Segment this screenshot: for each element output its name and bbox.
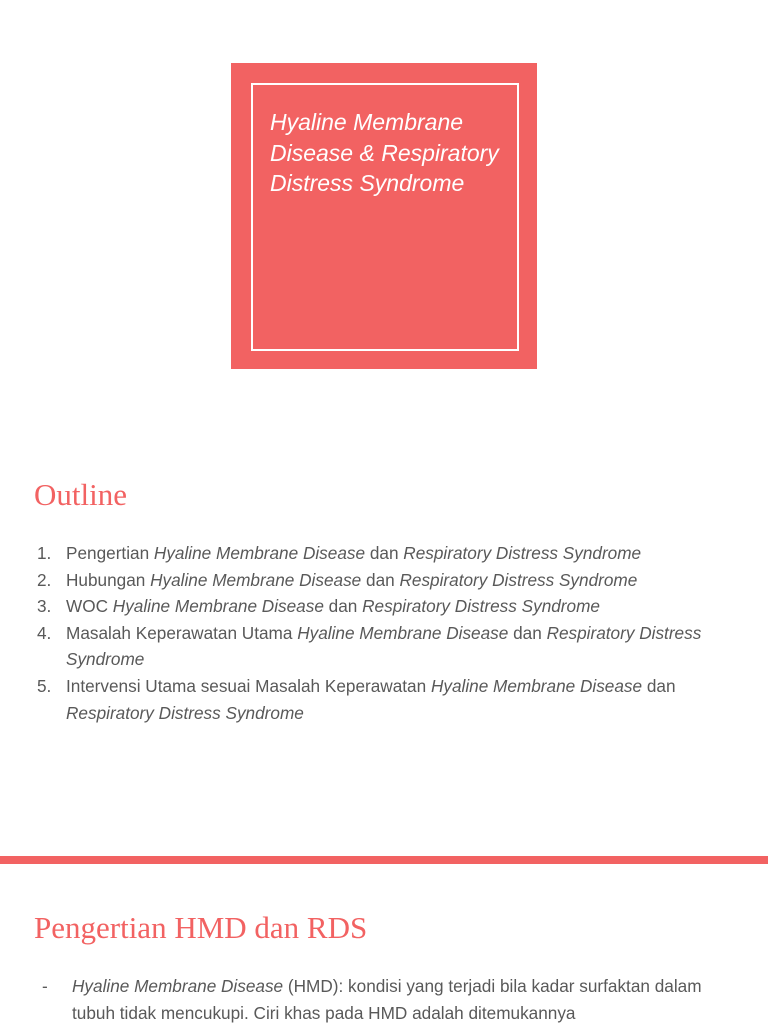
outline-item xyxy=(34,673,734,726)
outline-item-term1: Hyaline Membrane Disease xyxy=(112,596,324,617)
outline-item-term2: Respiratory Distress Syndrome xyxy=(66,702,304,723)
definition-list xyxy=(42,973,732,1024)
title-frame xyxy=(251,83,519,351)
outline-item-conj: dan xyxy=(508,622,547,643)
outline-item-conj: dan xyxy=(323,596,363,617)
outline-item-conj: dan xyxy=(365,543,404,563)
outline-item-number: 3. xyxy=(37,596,52,617)
outline-item-prefix: Intervensi Utama sesuai Masalah Keperawatan xyxy=(66,675,431,696)
outline-item-prefix: WOC xyxy=(66,596,113,617)
definition-bullet: - xyxy=(42,976,48,996)
definition-text: (HMD): kondisi yang terjadi bila kadar surfaktan dalam tubuh tidak mencukupi. Ciri khas pada HMD adalah ditemukannya xyxy=(72,976,702,1023)
section-divider xyxy=(0,856,768,864)
outline-item xyxy=(34,540,734,567)
outline-item-term2: Respiratory Distress Syndrome xyxy=(66,622,702,670)
pengertian-heading: Pengertian HMD dan RDS xyxy=(34,910,368,945)
outline-item-number: 5. xyxy=(37,675,52,696)
outline-item-number: 2. xyxy=(37,569,52,590)
outline-item-term1: Hyaline Membrane Disease xyxy=(430,675,643,696)
outline-item xyxy=(34,593,734,620)
outline-item-prefix: Hubungan xyxy=(66,569,151,590)
outline-item-conj: dan xyxy=(361,569,400,590)
outline-item xyxy=(34,567,734,594)
outline-item-term1: Hyaline Membrane Disease xyxy=(153,543,366,563)
outline-item-prefix: Pengertian xyxy=(66,543,154,563)
outline-item-term2: Respiratory Distress Syndrome xyxy=(362,596,600,617)
outline-item-number: 4. xyxy=(37,622,52,643)
title-card xyxy=(231,63,537,369)
outline-item-number: 1. xyxy=(37,543,52,563)
outline-item-conj: dan xyxy=(642,675,676,696)
outline-item-term2: Respiratory Distress Syndrome xyxy=(403,543,642,563)
definition-term: Hyaline Membrane Disease xyxy=(72,976,284,996)
outline-item xyxy=(34,620,734,673)
outline-heading: Outline xyxy=(34,477,127,512)
definition-item xyxy=(42,973,732,1024)
outline-item-term1: Hyaline Membrane Disease xyxy=(150,569,362,590)
outline-item-term2: Respiratory Distress Syndrome xyxy=(399,569,638,590)
outline-item-term1: Hyaline Membrane Disease xyxy=(297,622,509,643)
outline-item-prefix: Masalah Keperawatan Utama xyxy=(66,622,298,643)
outline-list xyxy=(34,540,734,726)
slide-title: Hyaline Membrane Disease & Respiratory Distress Syndrome xyxy=(270,109,499,196)
